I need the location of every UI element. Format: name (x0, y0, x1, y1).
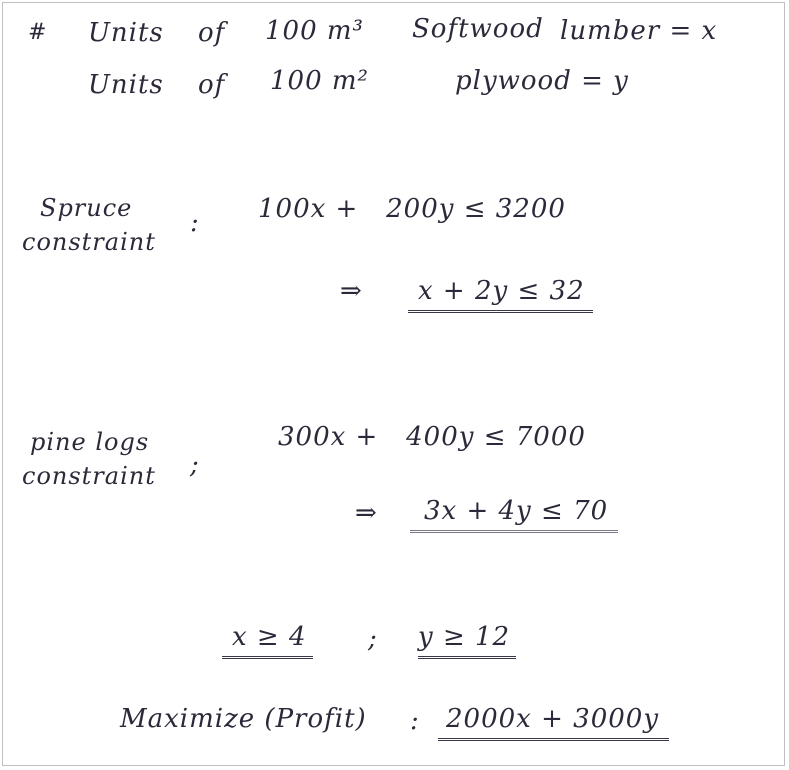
spruce-arrow: ⇒ (340, 276, 363, 306)
objective-label: Maximize (Profit) (120, 704, 367, 734)
spruce-simplified: x + 2y ≤ 32 (408, 278, 593, 313)
spruce-inequality: 100x + 200y ≤ 3200 (258, 194, 566, 224)
x-lower-bound: x ≥ 4 (222, 624, 313, 659)
units-word: Units (88, 18, 164, 48)
pine-colon: ; (190, 450, 200, 480)
plywood-definition: plywood = y (455, 66, 629, 96)
lumber-definition: lumber = x (560, 16, 718, 46)
spruce-constraint-label: constraint (22, 228, 156, 256)
pine-inequality: 300x + 400y ≤ 7000 (278, 422, 586, 452)
of-word: of (198, 18, 226, 48)
spruce-label: Spruce (40, 194, 133, 222)
objective-colon: : (410, 706, 420, 736)
spruce-colon: : (190, 208, 200, 238)
unit-square: 100 m² (270, 66, 369, 96)
pine-arrow: ⇒ (355, 498, 378, 528)
hash-mark: # (28, 20, 48, 45)
pine-logs-label: pine logs (30, 428, 150, 456)
objective-expression: 2000x + 3000y (438, 706, 669, 741)
bounds-separator: ; (368, 624, 378, 654)
pine-constraint-label: constraint (22, 462, 156, 490)
pine-simplified: 3x + 4y ≤ 70 (410, 498, 618, 533)
unit-cubic: 100 m³ (265, 16, 364, 46)
of-word-2: of (198, 70, 226, 100)
y-lower-bound: y ≥ 12 (418, 624, 516, 659)
softwood-word: Softwood (412, 14, 544, 44)
page-border (2, 2, 785, 766)
units-word-2: Units (88, 70, 164, 100)
